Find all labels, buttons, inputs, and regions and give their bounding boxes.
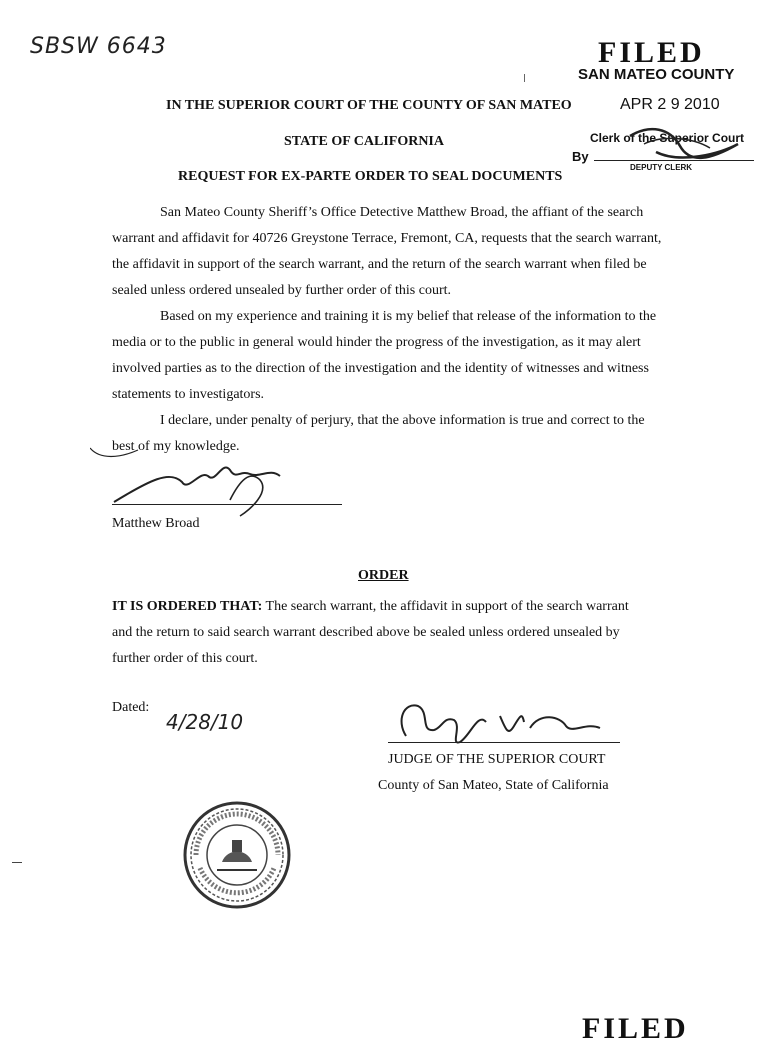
filed-stamp-date: APR 2 9 2010	[620, 96, 720, 113]
order-body	[112, 594, 642, 672]
affiant-name: Matthew Broad	[112, 516, 200, 531]
judge-county: County of San Mateo, State of California	[378, 778, 609, 793]
filed-stamp	[560, 36, 760, 186]
order-lead: IT IS ORDERED THAT:	[112, 599, 263, 614]
filed-stamp-clerk: Clerk of the Superior Court	[590, 131, 745, 145]
affiant-signature-line	[112, 504, 342, 505]
clerk-signature-icon	[560, 36, 760, 186]
filed-stamp-deputy: DEPUTY CLERK	[630, 163, 693, 172]
footer-filed-partial: FILED	[582, 1012, 689, 1045]
judge-title: JUDGE OF THE SUPERIOR COURT	[388, 752, 606, 767]
court-seal-icon	[182, 800, 292, 910]
state-title: STATE OF CALIFORNIA	[284, 134, 444, 149]
order-paragraph	[112, 594, 642, 672]
scan-mark	[12, 862, 22, 863]
order-heading: ORDER	[358, 568, 409, 583]
court-header: IN THE SUPERIOR COURT OF THE COUNTY OF SAN MATEO	[166, 98, 572, 113]
judge-signature-line	[388, 742, 620, 743]
affiant-signature-icon	[90, 440, 350, 520]
filed-stamp-title: FILED	[598, 36, 705, 69]
paragraph-affiant: San Mateo County Sheriff’s Office Detective Matthew Broad, the affiant of the search warrant and affidavit for 40726 Greystone Terrace, Fremont, CA, requests that the search warrant, the affidavit in support of the search warrant, and the return of the search warrant when filed be sealed unless ordered unsealed by further order of this court.	[112, 205, 662, 298]
scan-mark	[524, 74, 525, 82]
judge-signature-icon	[390, 692, 620, 752]
request-body	[112, 200, 664, 460]
dated-label: Dated:	[112, 700, 150, 715]
paragraph-belief: Based on my experience and training it is my belief that release of the information to the media or to the public in general would hinder the progress of the investigation, as it may alert involved parties as to the direction of the investigation and the identity of witnesses and witness statements to investigators.	[112, 309, 657, 402]
filed-stamp-by: By	[572, 149, 589, 164]
order-text: The search warrant, the affidavit in support of the search warrant and the return to said search warrant described above be sealed unless ordered unsealed by further order of this court.	[112, 599, 629, 666]
filed-stamp-county: SAN MATEO COUNTY	[578, 66, 735, 83]
paragraph-declaration: I declare, under penalty of perjury, that the above information is true and correct to the best of my knowledge.	[112, 413, 645, 454]
dated-value: 4/28/10	[166, 710, 244, 734]
handwritten-reference: SBSW 6643	[30, 34, 167, 59]
request-title: REQUEST FOR EX-PARTE ORDER TO SEAL DOCUMENTS	[178, 169, 563, 184]
